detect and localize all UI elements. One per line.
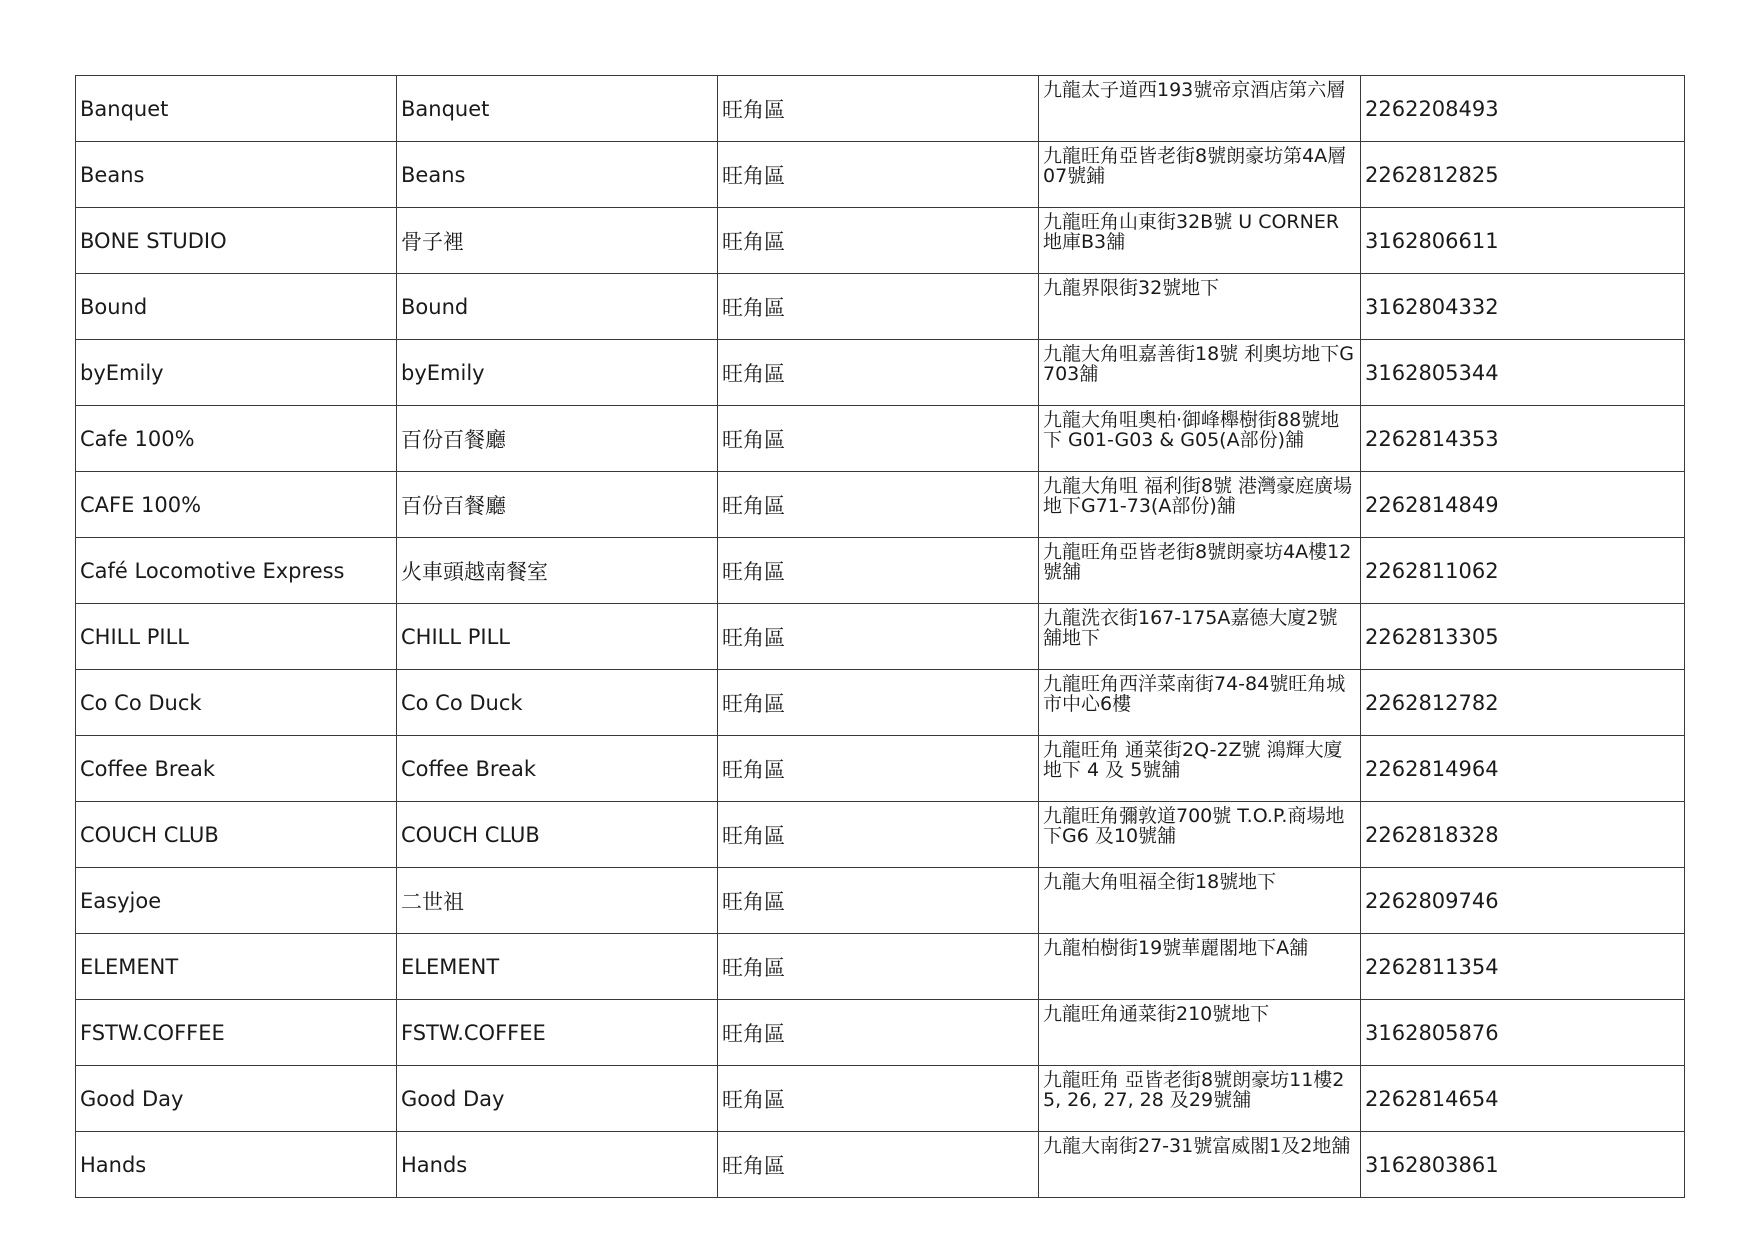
address-cell [1039, 934, 1361, 1000]
phone-text: 2262813305 [1365, 624, 1499, 649]
english-name-cell [76, 1132, 397, 1198]
district-cell [718, 670, 1039, 736]
address-text: 九龍太子道西193號帝京酒店第六層 [1043, 79, 1346, 101]
table-row [76, 1132, 1685, 1198]
address-text: 九龍旺角西洋菜南街74-84號旺角城市中心6樓 [1043, 673, 1346, 715]
address-cell [1039, 406, 1361, 472]
table-row [76, 802, 1685, 868]
english-name-text: CHILL PILL [80, 624, 189, 649]
table-row [76, 538, 1685, 604]
address-text: 九龍旺角亞皆老街8號朗豪坊第4A層07號鋪 [1043, 145, 1347, 187]
chinese-name-text: FSTW.COFFEE [401, 1020, 546, 1045]
district-cell [718, 538, 1039, 604]
address-cell [1039, 274, 1361, 340]
english-name-cell [76, 472, 397, 538]
district-cell [718, 934, 1039, 1000]
english-name-text: FSTW.COFFEE [80, 1020, 225, 1045]
address-cell [1039, 868, 1361, 934]
phone-cell [1361, 670, 1685, 736]
english-name-cell [76, 670, 397, 736]
phone-cell [1361, 142, 1685, 208]
address-cell [1039, 538, 1361, 604]
phone-cell [1361, 538, 1685, 604]
address-text: 九龍柏樹街19號華麗閣地下A舖 [1043, 937, 1309, 959]
district-text: 旺角區 [722, 691, 785, 716]
english-name-text: Café Locomotive Express [80, 558, 345, 583]
phone-text: 2262812825 [1365, 162, 1499, 187]
english-name-text: Coffee Break [80, 756, 216, 781]
district-text: 旺角區 [722, 427, 785, 452]
phone-cell [1361, 208, 1685, 274]
district-cell [718, 142, 1039, 208]
english-name-cell [76, 76, 397, 142]
address-cell [1039, 802, 1361, 868]
english-name-text: Cafe 100% [80, 426, 195, 451]
english-name-text: BONE STUDIO [80, 228, 227, 253]
chinese-name-cell [397, 802, 718, 868]
phone-cell [1361, 934, 1685, 1000]
address-cell [1039, 340, 1361, 406]
chinese-name-text: ELEMENT [401, 954, 500, 979]
address-cell [1039, 208, 1361, 274]
district-cell [718, 472, 1039, 538]
phone-text: 2262208493 [1365, 96, 1499, 121]
english-name-text: CAFE 100% [80, 492, 202, 517]
district-cell [718, 1000, 1039, 1066]
table-row [76, 604, 1685, 670]
address-cell [1039, 76, 1361, 142]
english-name-cell [76, 868, 397, 934]
english-name-cell [76, 142, 397, 208]
english-name-text: byEmily [80, 360, 164, 385]
english-name-cell [76, 538, 397, 604]
table-row [76, 934, 1685, 1000]
district-cell [718, 208, 1039, 274]
chinese-name-text: 骨子裡 [401, 229, 464, 254]
chinese-name-cell [397, 934, 718, 1000]
english-name-text: ELEMENT [80, 954, 179, 979]
phone-cell [1361, 1066, 1685, 1132]
district-text: 旺角區 [722, 1021, 785, 1046]
chinese-name-cell [397, 76, 718, 142]
chinese-name-text: 火車頭越南餐室 [401, 559, 548, 584]
district-text: 旺角區 [722, 889, 785, 914]
phone-text: 3162806611 [1365, 228, 1499, 253]
restaurant-table [75, 75, 1685, 1198]
table-row [76, 340, 1685, 406]
chinese-name-text: Beans [401, 162, 466, 187]
phone-text: 2262809746 [1365, 888, 1499, 913]
phone-cell [1361, 1000, 1685, 1066]
address-cell [1039, 1132, 1361, 1198]
phone-cell [1361, 274, 1685, 340]
district-text: 旺角區 [722, 493, 785, 518]
english-name-cell [76, 934, 397, 1000]
phone-cell [1361, 604, 1685, 670]
district-cell [718, 406, 1039, 472]
district-cell [718, 76, 1039, 142]
chinese-name-cell [397, 274, 718, 340]
chinese-name-cell [397, 406, 718, 472]
district-text: 旺角區 [722, 295, 785, 320]
phone-text: 3162805344 [1365, 360, 1499, 385]
address-cell [1039, 142, 1361, 208]
english-name-cell [76, 736, 397, 802]
address-cell [1039, 736, 1361, 802]
english-name-cell [76, 208, 397, 274]
district-cell [718, 604, 1039, 670]
chinese-name-cell [397, 142, 718, 208]
address-cell [1039, 1066, 1361, 1132]
english-name-cell [76, 340, 397, 406]
english-name-text: Beans [80, 162, 145, 187]
phone-text: 2262814964 [1365, 756, 1499, 781]
phone-cell [1361, 472, 1685, 538]
english-name-text: Good Day [80, 1086, 184, 1111]
table-row [76, 274, 1685, 340]
table-row [76, 406, 1685, 472]
district-cell [718, 340, 1039, 406]
table-row [76, 1066, 1685, 1132]
district-text: 旺角區 [722, 955, 785, 980]
phone-text: 3162805876 [1365, 1020, 1499, 1045]
phone-cell [1361, 868, 1685, 934]
chinese-name-text: Bound [401, 294, 469, 319]
table-row [76, 142, 1685, 208]
english-name-cell [76, 604, 397, 670]
english-name-text: Co Co Duck [80, 690, 202, 715]
chinese-name-cell [397, 1132, 718, 1198]
district-text: 旺角區 [722, 625, 785, 650]
chinese-name-cell [397, 1000, 718, 1066]
district-cell [718, 868, 1039, 934]
phone-text: 2262814654 [1365, 1086, 1499, 1111]
district-cell [718, 274, 1039, 340]
district-text: 旺角區 [722, 559, 785, 584]
chinese-name-text: Co Co Duck [401, 690, 523, 715]
phone-text: 2262814849 [1365, 492, 1499, 517]
district-cell [718, 1132, 1039, 1198]
english-name-text: COUCH CLUB [80, 822, 219, 847]
address-cell [1039, 670, 1361, 736]
address-text: 九龍旺角山東街32B號 U CORNER地庫B3舖 [1043, 211, 1340, 253]
district-cell [718, 1066, 1039, 1132]
english-name-cell [76, 1000, 397, 1066]
chinese-name-cell [397, 340, 718, 406]
phone-cell [1361, 802, 1685, 868]
district-text: 旺角區 [722, 163, 785, 188]
phone-text: 2262811062 [1365, 558, 1499, 583]
english-name-text: Bound [80, 294, 148, 319]
address-text: 九龍大角咀 福利街8號 港灣豪庭廣場地下G71-73(A部份)舖 [1043, 475, 1353, 517]
english-name-cell [76, 406, 397, 472]
address-cell [1039, 1000, 1361, 1066]
phone-cell [1361, 1132, 1685, 1198]
chinese-name-text: CHILL PILL [401, 624, 510, 649]
chinese-name-text: COUCH CLUB [401, 822, 540, 847]
chinese-name-cell [397, 868, 718, 934]
address-cell [1039, 604, 1361, 670]
chinese-name-cell [397, 604, 718, 670]
phone-text: 2262814353 [1365, 426, 1499, 451]
table-row [76, 208, 1685, 274]
address-text: 九龍大角咀嘉善街18號 利奧坊地下G703舖 [1043, 343, 1354, 385]
chinese-name-cell [397, 208, 718, 274]
table-row [76, 670, 1685, 736]
phone-cell [1361, 76, 1685, 142]
district-text: 旺角區 [722, 1087, 785, 1112]
chinese-name-text: Good Day [401, 1086, 505, 1111]
phone-text: 3162803861 [1365, 1152, 1499, 1177]
table-row [76, 76, 1685, 142]
address-text: 九龍旺角 通菜街2Q-2Z號 鴻輝大廈地下 4 及 5號舖 [1043, 739, 1343, 781]
district-text: 旺角區 [722, 823, 785, 848]
phone-cell [1361, 340, 1685, 406]
district-text: 旺角區 [722, 229, 785, 254]
chinese-name-text: Hands [401, 1152, 468, 1177]
district-text: 旺角區 [722, 361, 785, 386]
address-text: 九龍洗衣街167-175A嘉德大廈2號舖地下 [1043, 607, 1338, 649]
english-name-text: Hands [80, 1152, 147, 1177]
restaurant-table-body [76, 76, 1685, 1198]
table-row [76, 868, 1685, 934]
chinese-name-cell [397, 736, 718, 802]
phone-text: 2262811354 [1365, 954, 1499, 979]
district-text: 旺角區 [722, 97, 785, 122]
table-row [76, 1000, 1685, 1066]
address-text: 九龍旺角彌敦道700號 T.O.P.商場地下G6 及10號舖 [1043, 805, 1345, 847]
phone-text: 3162804332 [1365, 294, 1499, 319]
district-cell [718, 802, 1039, 868]
english-name-cell [76, 1066, 397, 1132]
table-row [76, 472, 1685, 538]
address-text: 九龍旺角通菜街210號地下 [1043, 1003, 1270, 1025]
address-cell [1039, 472, 1361, 538]
address-text: 九龍界限街32號地下 [1043, 277, 1220, 299]
chinese-name-text: byEmily [401, 360, 485, 385]
chinese-name-text: Banquet [401, 96, 490, 121]
english-name-cell [76, 274, 397, 340]
english-name-text: Banquet [80, 96, 169, 121]
address-text: 九龍旺角亞皆老街8號朗豪坊4A樓12號舖 [1043, 541, 1352, 583]
phone-text: 2262818328 [1365, 822, 1499, 847]
chinese-name-text: 二世祖 [401, 889, 464, 914]
chinese-name-cell [397, 670, 718, 736]
address-text: 九龍大角咀福全街18號地下 [1043, 871, 1277, 893]
chinese-name-cell [397, 472, 718, 538]
district-text: 旺角區 [722, 1153, 785, 1178]
address-text: 九龍大南街27-31號富威閣1及2地舖 [1043, 1135, 1351, 1157]
chinese-name-text: Coffee Break [401, 756, 537, 781]
address-text: 九龍大角咀奧柏‧御峰櫸樹街88號地下 G01-G03 & G05(A部份)舖 [1043, 409, 1340, 451]
address-text: 九龍旺角 亞皆老街8號朗豪坊11樓25, 26, 27, 28 及29號舖 [1043, 1069, 1345, 1111]
phone-text: 2262812782 [1365, 690, 1499, 715]
phone-cell [1361, 736, 1685, 802]
chinese-name-cell [397, 538, 718, 604]
district-text: 旺角區 [722, 757, 785, 782]
phone-cell [1361, 406, 1685, 472]
chinese-name-text: 百份百餐廳 [401, 427, 506, 452]
chinese-name-text: 百份百餐廳 [401, 493, 506, 518]
district-cell [718, 736, 1039, 802]
english-name-cell [76, 802, 397, 868]
chinese-name-cell [397, 1066, 718, 1132]
table-row [76, 736, 1685, 802]
english-name-text: Easyjoe [80, 888, 162, 913]
